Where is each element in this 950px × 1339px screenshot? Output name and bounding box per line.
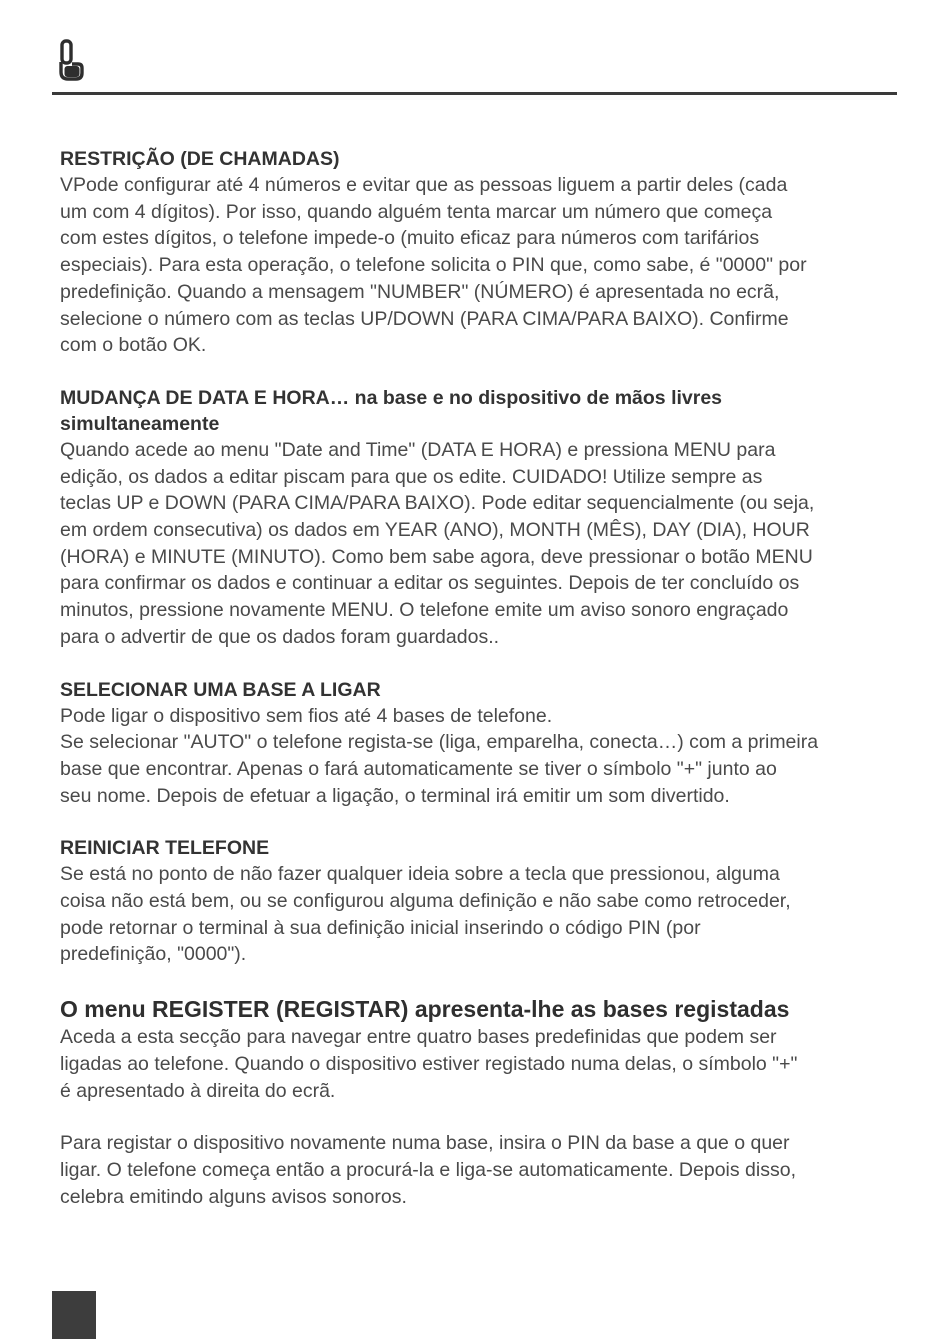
page-footer-tab [52,1291,96,1339]
register-paragraph-1: Aceda a esta secção para navegar entre quatro bases predefinidas que podem ser ligadas ao telefone. Quando o dispositivo estiver registado numa delas, o símbolo "+" é apresentado à direita do ecrã. [60,1026,798,1102]
section-reset-phone [60,835,900,968]
section-call-restriction [60,146,900,359]
page-content [60,146,900,1236]
header-rule [52,92,897,95]
section-date-time [60,385,900,651]
section-body: Se está no ponto de não fazer qualquer ideia sobre a tecla que pressionou, alguma coisa não está bem, ou se configurou alguma definição e não sabe como retroceder, pode retornar o terminal à sua definição inicial inserindo o código PIN (por predefinição, "0000"). [60,863,791,966]
section-title: SELECIONAR UMA BASE A LIGAR [60,678,381,701]
section-body: VPode configurar até 4 números e evitar que as pessoas liguem a partir deles (cada um com 4 dígitos). Por isso, quando alguém tenta marcar um número que começa com estes dígitos, o telefone impede-o (muito eficaz para números com tarifários especiais). Para esta operação, o telefone solicita o PIN que, como sabe, é "0000" por predefinição. Quando a mensagem "NUMBER" (NÚMERO) é apresentada no ecrã, selecione o número com as teclas UP/DOWN (PARA CIMA/PARA BAIXO). Confirme com o botão OK. [60,174,807,357]
cordless-phone-icon [56,38,86,82]
section-select-base [60,677,900,810]
section-body: Quando acede ao menu "Date and Time" (DATA E HORA) e pressiona MENU para edição, os dados a editar piscam para que os edite. CUIDADO! Utilize sempre as teclas UP e DOWN (PARA CIMA/PARA BAIXO). Pode editar sequencialmente (ou seja, em ordem consecutiva) os dados em YEAR (ANO), MONTH (MÊS), DAY (DIA), HOUR (HORA) e MINUTE (MINUTO). Como bem sabe agora, deve pressionar o botão MENU para confirmar os dados e continuar a editar os seguintes. Depois de ter concluído os minutos, pressione novamente MENU. O telefone emite um aviso sonoro engraçado para o advertir de que os dados foram guardados.. [60,438,815,648]
register-title: O menu REGISTER (REGISTAR) apresenta-lhe as bases registadas [60,996,790,1023]
register-paragraph-2: Para registar o dispositivo novamente numa base, insira o PIN da base a que o quer ligar. O telefone começa então a procurá-la e liga-se automaticamente. Depois disso, celebra emitindo alguns avisos sonoros. [60,1132,796,1208]
section-body: Pode ligar o dispositivo sem fios até 4 bases de telefone. Se selecionar "AUTO" o telefone regista-se (liga, emparelha, conecta…) com a primeira base que encontrar. Apenas o fará automaticamente se tiver o símbolo "+" junto ao seu nome. Depois de efetuar a ligação, o terminal irá emitir um som divertido. [60,704,819,807]
section-title: RESTRIÇÃO (DE CHAMADAS) [60,148,340,170]
section-title: REINICIAR TELEFONE [60,837,270,860]
section-register-menu [60,994,900,1210]
section-title: MUDANÇA DE DATA E HORA… na base e no dispositivo de mãos livres simultaneamente [60,386,723,435]
